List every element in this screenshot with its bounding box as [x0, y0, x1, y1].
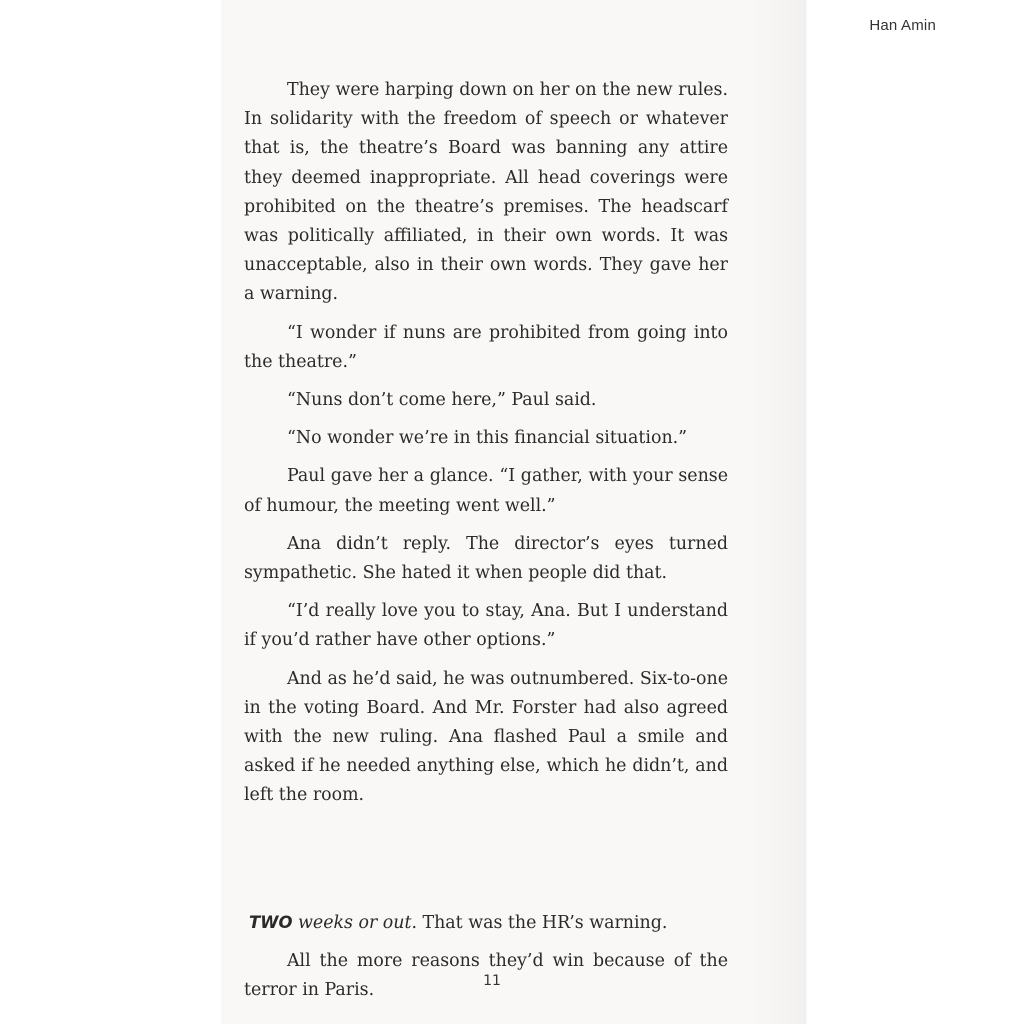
paragraph-2: “I wonder if nuns are prohibited from going into the theatre.” — [244, 322, 728, 372]
section-break — [244, 820, 728, 908]
running-head-author: Han Amin — [869, 17, 936, 34]
section-lead-rest: . That was the HR’s warning. — [411, 912, 668, 933]
paragraph-4: “No wonder we’re in this financial situation.” — [287, 428, 688, 449]
body-text — [244, 76, 728, 1014]
section-paragraph-2: All the more reasons they’d win because of the terror in Paris. — [244, 950, 728, 1001]
paragraph-6: Ana didn’t reply. The director’s eyes turned sympathetic. She hated it when people did that. — [244, 533, 728, 584]
paragraph-3: “Nuns don’t come here,” Paul said. — [287, 390, 597, 411]
page-gutter-shade — [746, 0, 806, 1024]
paragraph-7: “I’d really love you to stay, Ana. But I understand if you’d rather have other options.” — [244, 601, 728, 651]
paragraph-8: And as he’d said, he was outnumbered. Six-to-one in the voting Board. And Mr. Forster had also agreed with the new ruling. Ana flashed Paul a smile and asked if he needed anything else, which he didn’t, and left the room. — [244, 668, 728, 806]
page-number: 11 — [483, 973, 501, 989]
section-opening-paragraph — [244, 908, 728, 938]
paragraph-5: Paul gave her a glance. “I gather, with your sense of humour, the meeting went well.” — [244, 466, 728, 516]
paragraph-1: They were harping down on her on the new rules. In solidarity with the freedom of speech or whatever that is, the theatre’s Board was banning any attire they deemed inappropriate. All head coverings were prohibited on the theatre’s premises. The headscarf was politically affiliated, in their own words. It was unacceptable, also in their own words. They gave her a warning. — [244, 80, 728, 305]
section-lead-italic: weeks or out — [292, 912, 412, 933]
section-lead-bold: TWO — [249, 912, 293, 932]
